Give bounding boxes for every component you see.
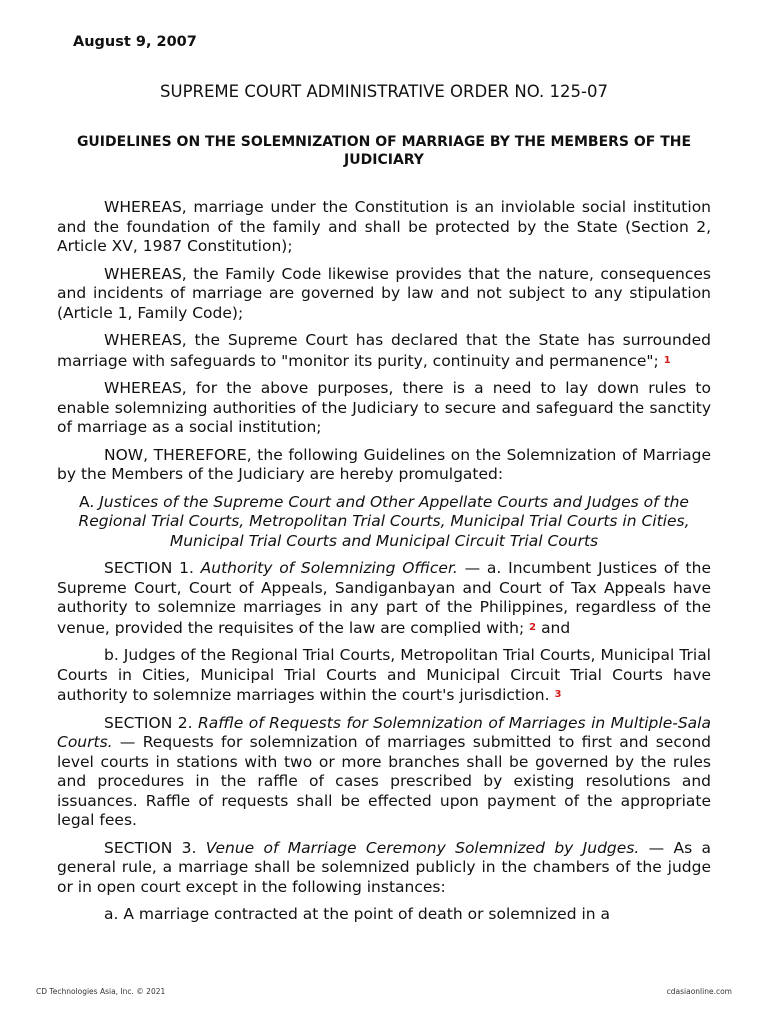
section-title: Venue of Marriage Ceremony Solemnized by Judges. — [205, 838, 640, 857]
section-text: a. A marriage contracted at the point of death or solemnized in a — [104, 905, 611, 923]
whereas-text: WHEREAS, for the above purposes, there is a need to lay down rules to enable solemnizing authorities of the Judiciary to secure and safeguard the sanctity of marriage as a social institution; — [57, 379, 711, 436]
whereas-paragraph-3 — [57, 331, 711, 371]
whereas-text: WHEREAS, marriage under the Constitution is an inviolable social institution and the foundation of the family and shall be protected by the State (Section 2, Article XV, 1987 Constitution); — [57, 198, 711, 255]
footnote-link[interactable]: 1 — [663, 354, 671, 366]
footer-site: cdasiaonline.com — [666, 987, 732, 996]
section-text: b. Judges of the Regional Trial Courts, Metropolitan Trial Courts, Municipal Trial Courts in Cities, Municipal Trial Courts and Municipal Circuit Trial Courts have authority to solemnize marriages within the court's jurisdiction. — [57, 646, 711, 704]
now-therefore-text: NOW, THEREFORE, the following Guidelines on the Solemnization of Marriage by the Members of the Judiciary are hereby promulgated: — [57, 445, 711, 483]
section-text: — As a general rule, a marriage shall be solemnized publicly in the chambers of the judge or in open court except in the following instances: — [57, 838, 712, 896]
section-label: SECTION 1. — [104, 559, 194, 577]
order-title: SUPREME COURT ADMINISTRATIVE ORDER NO. 125-07 — [160, 82, 608, 101]
whereas-text: WHEREAS, the Family Code likewise provides that the nature, consequences and incidents of marriage are governed by law and not subject to any stipulation (Article 1, Family Code); — [57, 264, 711, 322]
document-heading: GUIDELINES ON THE SOLEMNIZATION OF MARRIAGE BY THE MEMBERS OF THE JUDICIARY — [76, 134, 692, 168]
part-a-title: Justices of the Supreme Court and Other Appellate Courts and Judges of the Regional Trial Courts, Metropolitan Trial Courts, Municipal Trial Courts in Cities, Municipal Trial Courts and Municipal Circuit Trial Courts — [78, 492, 690, 550]
whereas-paragraph-1 — [57, 198, 711, 257]
section-3-paragraph — [57, 839, 711, 898]
section-title: Raffle of Requests for Solemnization of Marriages in Multiple-Sala Courts. — [57, 713, 711, 751]
document-body — [57, 198, 711, 933]
part-a-heading — [57, 493, 711, 552]
section-text: — Requests for solemnization of marriages submitted to first and second level courts in stations with two or more branches shall be governed by the rules and procedures in the raffle of cases prescribed by existing resolutions and issuances. Raffle of requests shall be effected upon payment of the appropriate legal fees. — [57, 733, 711, 829]
whereas-paragraph-4 — [57, 379, 711, 438]
section-label: SECTION 3. — [104, 838, 197, 857]
section-title: Authority of Solemnizing Officer. — [200, 559, 458, 577]
section-text-end: and — [541, 618, 571, 637]
section-1b-paragraph — [57, 646, 711, 706]
footer-copyright: CD Technologies Asia, Inc. © 2021 — [36, 987, 166, 996]
footnote-link[interactable]: 2 — [529, 621, 537, 633]
section-2-paragraph — [57, 714, 711, 831]
now-therefore-paragraph — [57, 446, 711, 485]
section-1-paragraph — [57, 559, 711, 638]
whereas-paragraph-2 — [57, 265, 711, 324]
section-3a-paragraph — [57, 905, 711, 925]
part-a-label: A. — [79, 492, 95, 511]
document-date: August 9, 2007 — [73, 34, 197, 50]
section-label: SECTION 2. — [104, 713, 193, 732]
whereas-text: WHEREAS, the Supreme Court has declared that the State has surrounded marriage with safeguards to "monitor its purity, continuity and permanence"; — [57, 331, 711, 370]
section-text: — a. Incumbent Justices of the Supreme Court, Court of Appeals, Sandiganbayan and Court of Tax Appeals have authority to solemnize marriages in any part of the Philippines, regardless of the venue, provided the requisites of the law are complied with; — [57, 559, 711, 637]
footnote-link[interactable]: 3 — [554, 689, 562, 700]
